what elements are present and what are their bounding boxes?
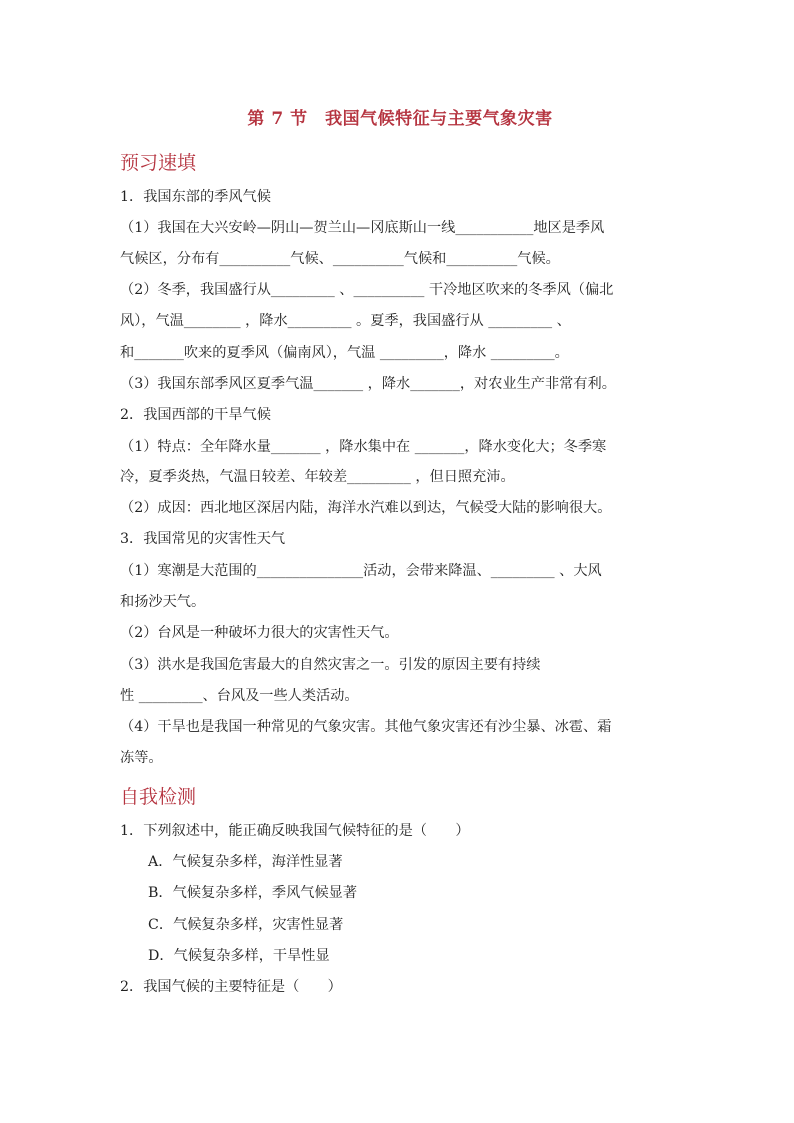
section-heading-preview: 预习速填 xyxy=(120,152,197,174)
option-b: B．气候复杂多样，季风气候显著 xyxy=(148,885,358,901)
text-line: 和_______吹来的夏季风（偏南风），气温 _________，降水 _________。 xyxy=(120,345,569,361)
text-line: （1）我国在大兴安岭—阴山—贺兰山—冈底斯山一线___________地区是季风 xyxy=(120,220,605,236)
question-2: 2．我国气候的主要特征是（ ） xyxy=(120,979,342,995)
text-line: 2．我国西部的干旱气候 xyxy=(120,407,271,423)
text-line: 冻等。 xyxy=(120,750,163,766)
question-1: 1．下列叙述中，能正确反映我国气候特征的是（ ） xyxy=(120,823,470,839)
option-d: D．气候复杂多样，干旱性显 xyxy=(148,948,330,964)
text-line: （2）冬季，我国盛行从_________ 、__________ 干冷地区吹来的冬季风（偏北 xyxy=(120,282,614,298)
section-heading-self-check: 自我检测 xyxy=(120,786,197,808)
text-line: （3）洪水是我国危害最大的自然灾害之一。引发的原因主要有持续 xyxy=(120,657,541,673)
text-line: 冷，夏季炎热，气温日较差、年较差_________ ，但日照充沛。 xyxy=(120,469,515,485)
text-line: 和扬沙天气。 xyxy=(120,594,206,610)
text-line: 1．我国东部的季风气候 xyxy=(120,189,271,205)
text-line: （4）干旱也是我国一种常见的气象灾害。其他气象灾害还有沙尘暴、冰雹、霜 xyxy=(120,719,612,735)
option-c: C．气候复杂多样，灾害性显著 xyxy=(148,917,344,933)
text-line: （1）寒潮是大范围的_______________活动，会带来降温、_________ 、大风 xyxy=(120,563,602,579)
text-line: 性 _________、台风及一些人类活动。 xyxy=(120,688,359,704)
text-line: （2）成因：西北地区深居内陆，海洋水汽难以到达，气候受大陆的影响很大。 xyxy=(120,500,612,516)
text-line: （3）我国东部季风区夏季气温_______ ，降水_______，对农业生产非常有利。 xyxy=(120,376,616,392)
text-line: 风），气温________ ，降水_________ 。夏季，我国盛行从 _________ 、 xyxy=(120,313,571,329)
page-title: 第 7 节 我国气候特征与主要气象灾害 xyxy=(247,109,553,129)
option-a: A．气候复杂多样，海洋性显著 xyxy=(148,854,343,870)
text-line: 3．我国常见的灾害性天气 xyxy=(120,531,286,547)
text-line: （1）特点：全年降水量_______ ，降水集中在 _______，降水变化大；冬季寒 xyxy=(120,439,607,455)
text-line: （2）台风是一种破坏力很大的灾害性天气。 xyxy=(120,625,399,641)
text-line: 气候区，分布有__________气候、__________气候和__________气候。 xyxy=(120,251,560,267)
